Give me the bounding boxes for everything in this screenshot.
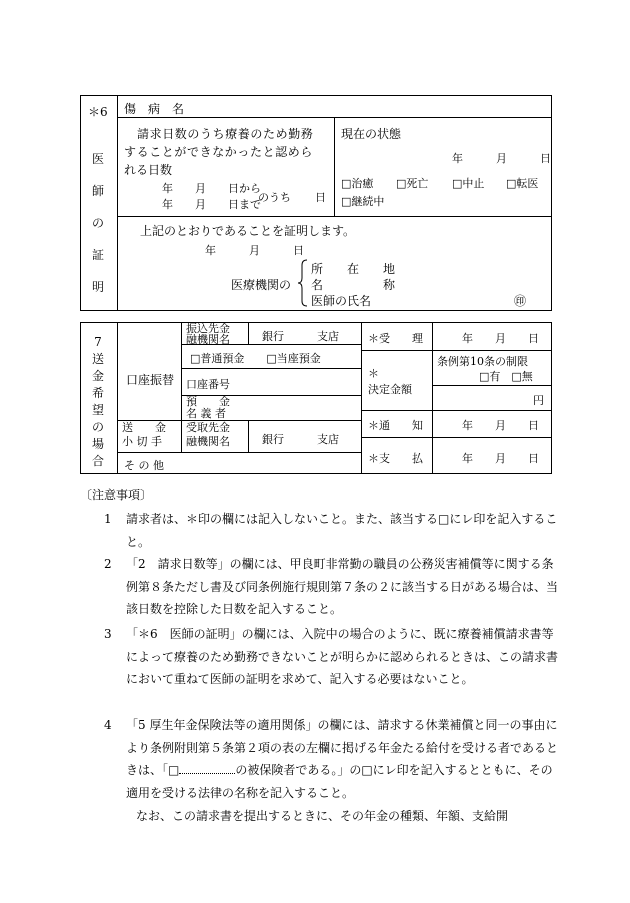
vertical-char: 合: [91, 454, 104, 468]
vertical-char: 希: [91, 386, 104, 400]
date-to: 年 月 日まで: [162, 198, 261, 211]
institution-address-label: 所 在 地: [311, 262, 396, 276]
bank-label-line2: 融機関名: [186, 333, 230, 346]
vertical-char: の: [91, 420, 104, 434]
holder-label-line2: 名 義 者: [186, 407, 226, 420]
seal-mark: ㊞: [514, 294, 527, 308]
date-from: 年 月 日から: [162, 182, 261, 195]
yen-unit: 円: [533, 394, 544, 407]
status-option-continuing[interactable]: □継続中: [341, 195, 385, 208]
row-divider: [432, 385, 552, 386]
section7-col-divider: [248, 322, 249, 344]
status-option-stopped[interactable]: □中止: [452, 177, 485, 190]
check-label-line2: 小 切 手: [122, 435, 162, 448]
note-text: 請求者は、＊印の欄には記入しないこと。また、該当する□にレ印を記入すること。: [126, 512, 558, 549]
current-status-label: 現在の状態: [341, 127, 402, 141]
bank-value[interactable]: 銀行 支店: [262, 330, 339, 343]
within-label: のうち: [258, 191, 291, 204]
note-text: [126, 714, 558, 804]
transfer-label: 口座振替: [126, 373, 175, 387]
payment-label: ＊支 払: [368, 452, 423, 465]
vertical-char: 送: [91, 352, 104, 366]
receipt-label: ＊受 理: [368, 332, 423, 345]
notice-date: 年 月 日: [462, 419, 539, 432]
vertical-char: 金: [91, 369, 104, 383]
injury-label: 傷 病 名: [124, 102, 185, 116]
note-number: 4: [104, 718, 112, 732]
institution-name-label: 名 称: [311, 278, 396, 292]
row-divider: [361, 437, 552, 438]
vertical-char: 7: [94, 335, 102, 349]
check-bank-value[interactable]: 銀行 支店: [262, 433, 339, 446]
institution-label: 医療機関の: [231, 278, 292, 292]
curly-brace-icon: [298, 259, 308, 307]
check-bank-label-line2: 融機関名: [186, 435, 230, 448]
status-option-transfer[interactable]: □転医: [506, 177, 539, 190]
note-continuation-text: なお、この請求書を提出するときに、その年金の種類、年額、支給開: [136, 809, 509, 823]
doctor-name-label: 医師の氏名: [311, 294, 372, 308]
note-text-part: の被保険者である。」の□にレ印を記入するとともに、その適用を受ける法律の名称を記入すること。: [126, 763, 553, 800]
notice-label: ＊通 知: [368, 419, 423, 432]
vertical-char: の: [91, 216, 104, 230]
section7-vertical-title: [84, 335, 112, 471]
bank-label-line1: 振込先金: [186, 322, 230, 335]
check-label-line1: 送 金: [122, 421, 166, 434]
vertical-char: 望: [91, 403, 104, 417]
notes-header: 〔注意事項〕: [80, 488, 153, 502]
row-divider: [117, 216, 552, 217]
day-unit: 日: [315, 191, 326, 204]
status-date: 年 月 日: [452, 152, 551, 165]
days-text-line3: れる日数: [124, 163, 173, 177]
section6-marker: ＊6: [88, 105, 108, 119]
note-number: 2: [104, 557, 112, 571]
status-option-death[interactable]: □死亡: [396, 177, 429, 190]
vertical-char: 明: [91, 280, 104, 294]
col-divider: [334, 117, 335, 216]
account-type-options[interactable]: □普通預金 □当座預金: [190, 352, 321, 365]
row-divider: [117, 452, 361, 453]
section7-main-divider: [361, 322, 362, 474]
note-text: 「2 請求日数等」の欄には、甲良町非常勤の職員の公務災害補償等に関する条例第８条ただし書及び同条例施行規則第７条の２に該当する日がある場合は、当該日数を控除した日数を記入すること。: [126, 557, 559, 616]
other-label: そ の 他: [124, 459, 164, 472]
vertical-char: 師: [91, 184, 104, 198]
vertical-char: 証: [91, 248, 104, 262]
blank-dotted-line: [179, 763, 235, 774]
section7-col-divider: [432, 322, 433, 474]
section6-vertical-title: [84, 148, 112, 308]
section7-col-divider: [181, 322, 182, 452]
ordinance-options[interactable]: □有 □無: [479, 370, 533, 383]
status-option-cured[interactable]: □治癒: [341, 177, 374, 190]
note-text: 「＊6 医師の証明」の欄には、入院中の場合のように、既に療養補償請求書等によって療養のため勤務できないことが明らかに認められるときは、この請求書において重ねて医師の証明を求めて、記入する必要はないこと。: [126, 627, 559, 686]
days-text-line1: 請求日数のうち療養のため勤務: [137, 127, 314, 141]
section7-col-divider: [248, 420, 249, 452]
holder-label-line1: 預 金: [186, 395, 230, 408]
note-number: 3: [104, 627, 112, 641]
certification-date: 年 月 日: [205, 244, 304, 257]
row-divider: [361, 350, 552, 351]
receipt-date: 年 月 日: [462, 332, 539, 345]
note-number: 1: [104, 512, 112, 526]
certification-text: 上記のとおりであることを証明します。: [140, 224, 356, 238]
ordinance-text: 条例第10条の制限: [437, 355, 528, 368]
row-divider: [361, 410, 552, 411]
section6-left-divider: [117, 95, 118, 311]
vertical-char: 場: [91, 437, 104, 451]
row-divider: [181, 368, 361, 369]
vertical-char: 医: [91, 152, 104, 166]
decision-label: 決定金額: [368, 383, 412, 396]
note-text-part: 「5 厚生年金保険法等の適用関係」の欄には、請求する休業補償と同一の事由により条例附則第５条第２項の表の左欄に掲げる年金たる給付を受ける者であるときは、「□: [126, 718, 559, 777]
payment-date: 年 月 日: [462, 452, 539, 465]
check-bank-label-line1: 受取先金: [186, 421, 230, 434]
days-text-line2: することができなかったと認めら: [124, 145, 314, 159]
decision-label-mark: ＊: [368, 367, 379, 380]
account-number-label: 口座番号: [186, 378, 230, 391]
